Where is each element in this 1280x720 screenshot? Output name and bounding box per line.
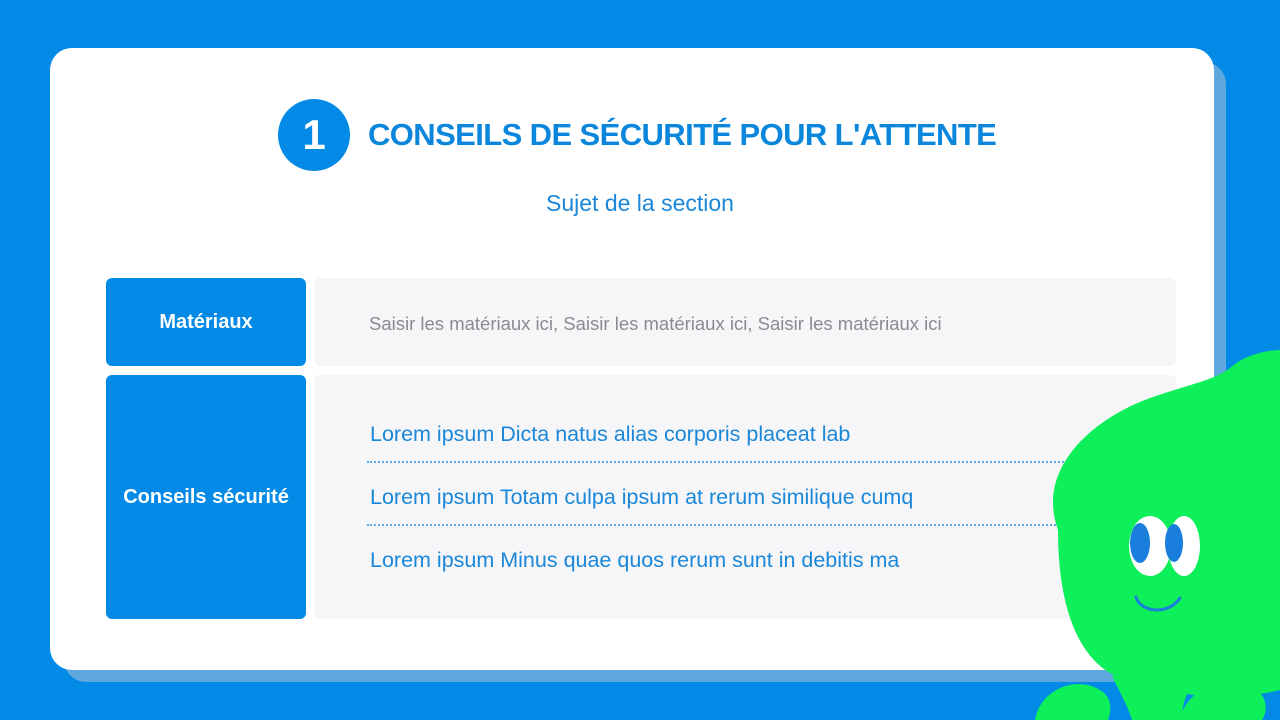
section-subtitle: Sujet de la section bbox=[546, 190, 734, 216]
materials-text[interactable]: Saisir les matériaux ici, Saisir les matériaux ici, Saisir les matériaux ici bbox=[369, 313, 942, 334]
tip-item[interactable]: Lorem ipsum Dicta natus alias corporis placeat lab bbox=[370, 422, 851, 446]
section-number-badge: 1 bbox=[278, 99, 350, 171]
divider bbox=[367, 461, 1107, 463]
materials-label: Matériaux bbox=[106, 278, 306, 366]
tip-item[interactable]: Lorem ipsum Minus quae quos rerum sunt in debitis ma bbox=[370, 548, 900, 572]
page-title: CONSEILS DE SÉCURITÉ POUR L'ATTENTE bbox=[368, 117, 997, 152]
divider bbox=[367, 524, 1107, 526]
safety-tips-label: Conseils sécurité bbox=[106, 375, 306, 619]
tip-item[interactable]: Lorem ipsum Totam culpa ipsum at rerum similique cumq bbox=[370, 485, 914, 509]
